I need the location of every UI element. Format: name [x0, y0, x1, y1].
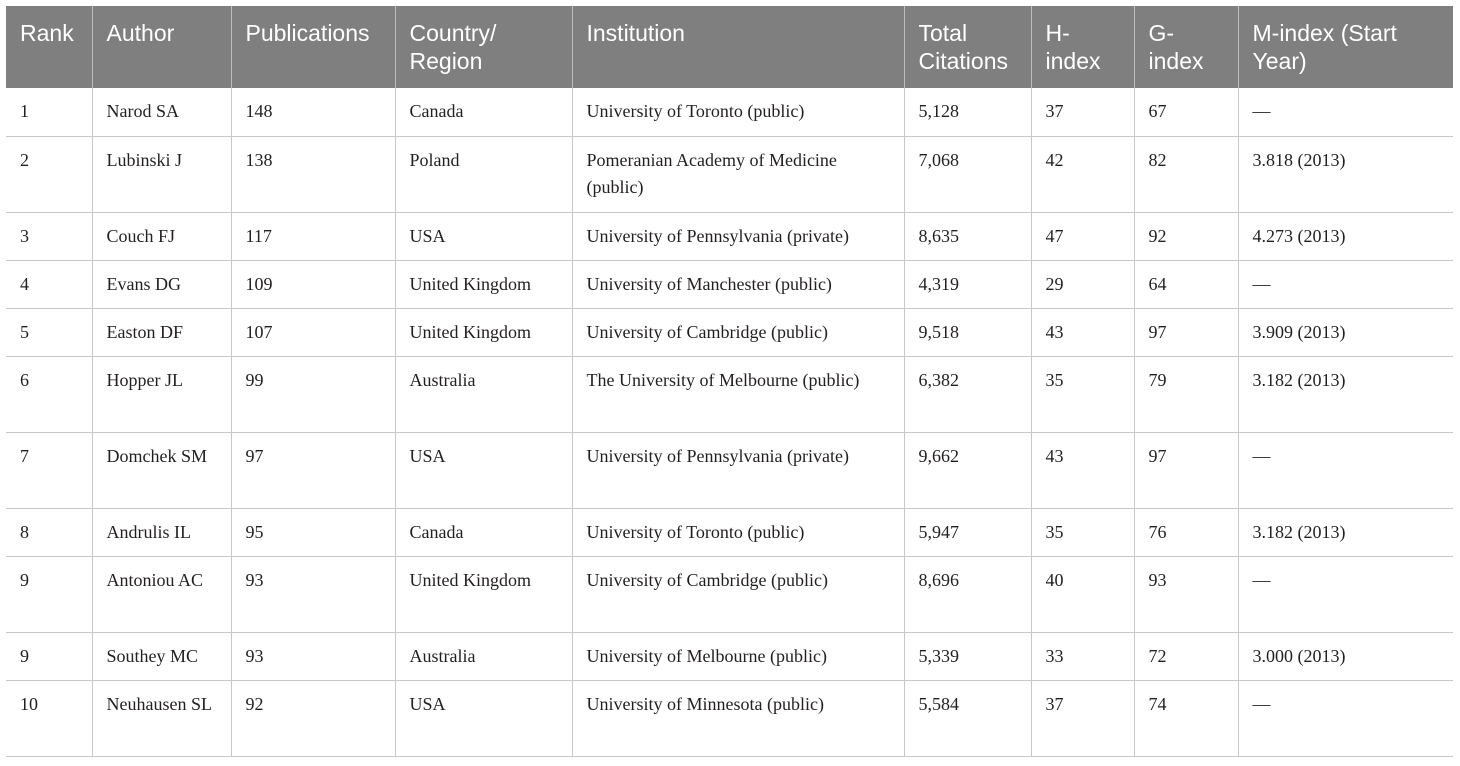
header-rank: Rank — [6, 6, 92, 88]
table-row — [6, 88, 1453, 136]
cell-total-citations: 7,068 — [904, 136, 1031, 212]
cell-country: United Kingdom — [395, 308, 572, 356]
cell-g-index: 97 — [1134, 308, 1238, 356]
header-h-index: H- index — [1031, 6, 1134, 88]
cell-m-index: — — [1238, 680, 1453, 756]
cell-publications: 99 — [231, 356, 395, 432]
table-row — [6, 632, 1453, 680]
cell-g-index: 67 — [1134, 88, 1238, 136]
header-institution: Institution — [572, 6, 904, 88]
cell-g-index: 74 — [1134, 680, 1238, 756]
cell-h-index: 35 — [1031, 508, 1134, 556]
cell-g-index: 76 — [1134, 508, 1238, 556]
cell-institution: University of Toronto (public) — [572, 88, 904, 136]
cell-institution: University of Pennsylvania (private) — [572, 432, 904, 508]
author-ranking-table-container — [6, 6, 1453, 757]
cell-m-index: — — [1238, 260, 1453, 308]
cell-rank: 6 — [6, 356, 92, 432]
cell-publications: 92 — [231, 680, 395, 756]
cell-h-index: 29 — [1031, 260, 1134, 308]
cell-author: Antoniou AC — [92, 556, 231, 632]
table-header-row — [6, 6, 1453, 88]
cell-publications: 107 — [231, 308, 395, 356]
cell-total-citations: 4,319 — [904, 260, 1031, 308]
header-country-region: Country/ Region — [395, 6, 572, 88]
table-row — [6, 308, 1453, 356]
cell-total-citations: 9,662 — [904, 432, 1031, 508]
cell-h-index: 40 — [1031, 556, 1134, 632]
cell-country: Australia — [395, 632, 572, 680]
cell-h-index: 35 — [1031, 356, 1134, 432]
cell-m-index: 3.182 (2013) — [1238, 356, 1453, 432]
author-ranking-table — [6, 6, 1453, 757]
cell-rank: 2 — [6, 136, 92, 212]
cell-m-index: — — [1238, 432, 1453, 508]
cell-author: Easton DF — [92, 308, 231, 356]
cell-country: Canada — [395, 508, 572, 556]
cell-rank: 4 — [6, 260, 92, 308]
cell-g-index: 92 — [1134, 212, 1238, 260]
cell-total-citations: 5,128 — [904, 88, 1031, 136]
cell-total-citations: 5,584 — [904, 680, 1031, 756]
cell-g-index: 79 — [1134, 356, 1238, 432]
cell-h-index: 42 — [1031, 136, 1134, 212]
cell-h-index: 47 — [1031, 212, 1134, 260]
cell-country: Poland — [395, 136, 572, 212]
cell-h-index: 43 — [1031, 308, 1134, 356]
cell-g-index: 72 — [1134, 632, 1238, 680]
header-publications: Publications — [231, 6, 395, 88]
cell-rank: 10 — [6, 680, 92, 756]
cell-author: Couch FJ — [92, 212, 231, 260]
cell-rank: 9 — [6, 556, 92, 632]
cell-publications: 95 — [231, 508, 395, 556]
cell-g-index: 64 — [1134, 260, 1238, 308]
cell-g-index: 93 — [1134, 556, 1238, 632]
table-row — [6, 556, 1453, 632]
table-row — [6, 432, 1453, 508]
cell-publications: 109 — [231, 260, 395, 308]
header-author: Author — [92, 6, 231, 88]
cell-rank: 8 — [6, 508, 92, 556]
cell-total-citations: 5,947 — [904, 508, 1031, 556]
cell-country: USA — [395, 680, 572, 756]
cell-institution: University of Manchester (public) — [572, 260, 904, 308]
cell-institution: University of Pennsylvania (private) — [572, 212, 904, 260]
cell-author: Narod SA — [92, 88, 231, 136]
cell-institution: University of Melbourne (public) — [572, 632, 904, 680]
cell-publications: 117 — [231, 212, 395, 260]
cell-institution: The University of Melbourne (public) — [572, 356, 904, 432]
cell-m-index: 3.909 (2013) — [1238, 308, 1453, 356]
cell-author: Lubinski J — [92, 136, 231, 212]
cell-total-citations: 6,382 — [904, 356, 1031, 432]
table-row — [6, 356, 1453, 432]
cell-publications: 93 — [231, 632, 395, 680]
cell-m-index: 3.182 (2013) — [1238, 508, 1453, 556]
cell-institution: Pomeranian Academy of Medicine (public) — [572, 136, 904, 212]
cell-g-index: 97 — [1134, 432, 1238, 508]
cell-author: Neuhausen SL — [92, 680, 231, 756]
cell-total-citations: 9,518 — [904, 308, 1031, 356]
cell-institution: University of Toronto (public) — [572, 508, 904, 556]
cell-country: Australia — [395, 356, 572, 432]
cell-m-index: — — [1238, 88, 1453, 136]
cell-h-index: 37 — [1031, 680, 1134, 756]
cell-rank: 7 — [6, 432, 92, 508]
table-row — [6, 508, 1453, 556]
cell-m-index: 3.000 (2013) — [1238, 632, 1453, 680]
cell-publications: 138 — [231, 136, 395, 212]
cell-country: USA — [395, 432, 572, 508]
header-total-citations: Total Citations — [904, 6, 1031, 88]
table-row — [6, 136, 1453, 212]
table-row — [6, 212, 1453, 260]
cell-country: United Kingdom — [395, 260, 572, 308]
cell-rank: 9 — [6, 632, 92, 680]
cell-h-index: 43 — [1031, 432, 1134, 508]
cell-m-index: — — [1238, 556, 1453, 632]
cell-country: Canada — [395, 88, 572, 136]
cell-author: Evans DG — [92, 260, 231, 308]
table-row — [6, 260, 1453, 308]
cell-author: Domchek SM — [92, 432, 231, 508]
cell-country: USA — [395, 212, 572, 260]
cell-m-index: 4.273 (2013) — [1238, 212, 1453, 260]
cell-institution: University of Cambridge (public) — [572, 556, 904, 632]
cell-publications: 97 — [231, 432, 395, 508]
cell-h-index: 37 — [1031, 88, 1134, 136]
cell-institution: University of Minnesota (public) — [572, 680, 904, 756]
cell-m-index: 3.818 (2013) — [1238, 136, 1453, 212]
cell-institution: University of Cambridge (public) — [572, 308, 904, 356]
cell-g-index: 82 — [1134, 136, 1238, 212]
header-g-index: G- index — [1134, 6, 1238, 88]
cell-author: Hopper JL — [92, 356, 231, 432]
cell-country: United Kingdom — [395, 556, 572, 632]
cell-author: Andrulis IL — [92, 508, 231, 556]
header-m-index: M-index (Start Year) — [1252, 20, 1397, 74]
cell-rank: 3 — [6, 212, 92, 260]
cell-total-citations: 8,696 — [904, 556, 1031, 632]
cell-author: Southey MC — [92, 632, 231, 680]
cell-publications: 148 — [231, 88, 395, 136]
cell-h-index: 33 — [1031, 632, 1134, 680]
cell-rank: 1 — [6, 88, 92, 136]
cell-total-citations: 8,635 — [904, 212, 1031, 260]
table-row — [6, 680, 1453, 756]
cell-rank: 5 — [6, 308, 92, 356]
cell-total-citations: 5,339 — [904, 632, 1031, 680]
cell-publications: 93 — [231, 556, 395, 632]
